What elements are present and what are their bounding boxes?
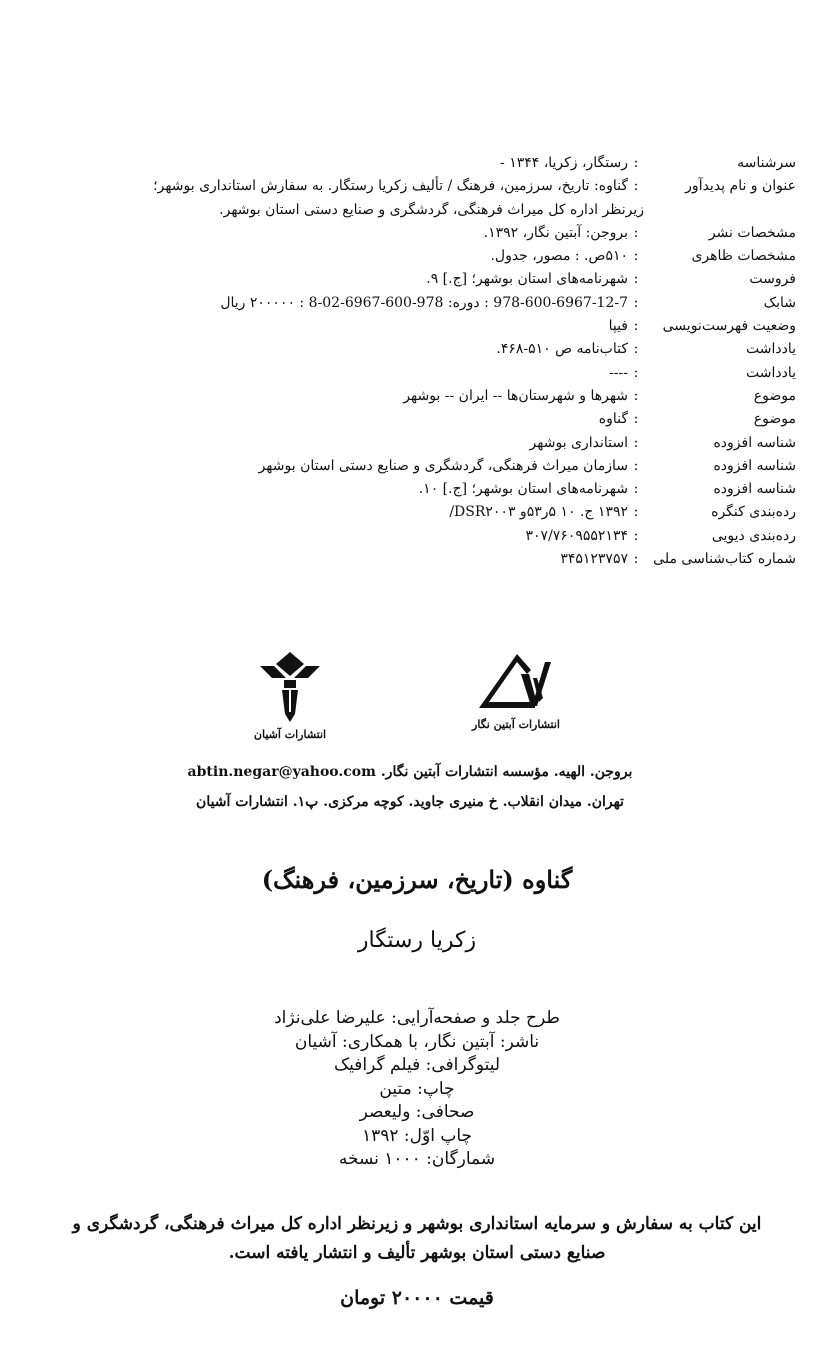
catalog-value: کتاب‌نامه ص ۵۱۰-۴۶۸. bbox=[496, 341, 628, 358]
catalog-value: گناوه: تاریخ، سرزمین، فرهنگ / تألیف زکریا رستگار. به سفارش استانداری بوشهر؛ bbox=[153, 178, 628, 195]
catalog-label: موضوع bbox=[753, 411, 796, 428]
catalog-separator: : bbox=[633, 294, 639, 311]
catalog-label: شناسه افزوده bbox=[713, 457, 796, 474]
catalog-separator: : bbox=[633, 527, 639, 544]
ashian-logo-caption: انتشارات آشیان bbox=[253, 728, 327, 741]
catalog-label: مشخصات نشر bbox=[708, 224, 796, 241]
catalog-row bbox=[150, 525, 796, 548]
sponsorship-note-line-2: صنایع دستی استان بوشهر تألیف و انتشار یافته است. bbox=[228, 1243, 606, 1263]
catalog-label: شناسه افزوده bbox=[713, 481, 796, 498]
credit-line-cover-design: طرح جلد و صفحه‌آرایی: علیرضا علی‌نژاد bbox=[274, 1008, 560, 1028]
catalog-label: سرشناسه bbox=[737, 155, 796, 171]
credit-line-lithography: لیتوگرافی: فیلم گرافیک bbox=[333, 1055, 501, 1075]
catalog-row bbox=[150, 548, 796, 571]
catalog-label: یادداشت bbox=[746, 341, 796, 358]
catalog-label: شناسه افزوده bbox=[713, 434, 796, 451]
catalog-label: شابک bbox=[763, 294, 796, 311]
credits-block bbox=[150, 1007, 684, 1172]
sponsorship-note-line-1: این کتاب به سفارش و سرمایه استانداری بوشهر و زیرنظر اداره کل میراث فرهنگی، گردشگری و bbox=[72, 1214, 762, 1234]
book-author: زکریا رستگار bbox=[357, 928, 477, 953]
ashian-emblem-icon bbox=[258, 652, 322, 722]
catalog-separator: : bbox=[633, 224, 639, 241]
catalog-label: مشخصات ظاهری bbox=[691, 248, 796, 265]
catalog-label: عنوان و نام پدیدآور bbox=[685, 178, 796, 195]
catalog-separator: : bbox=[633, 318, 639, 335]
catalog-separator: : bbox=[633, 434, 639, 451]
abtin-negar-logo-caption: انتشارات آبتین نگار bbox=[472, 718, 560, 731]
credit-line-print-run: شمارگان: ۱۰۰۰ نسخه bbox=[338, 1149, 496, 1169]
catalog-separator: : bbox=[633, 178, 639, 195]
catalog-value: گناوه bbox=[598, 411, 628, 428]
catalog-label: یادداشت bbox=[746, 364, 796, 381]
catalog-separator: : bbox=[633, 248, 639, 265]
catalog-label: فروست bbox=[749, 271, 796, 288]
catalog-row bbox=[150, 268, 796, 291]
catalog-value: استانداری بوشهر bbox=[529, 434, 628, 451]
credit-line-edition: چاپ اوّل: ۱۳۹۲ bbox=[361, 1125, 473, 1146]
catalog-value: شهرنامه‌های استان بوشهر؛ [ج.] ۹. bbox=[426, 271, 628, 288]
catalog-value: شهرنامه‌های استان بوشهر؛ [ج.] ۱۰. bbox=[418, 481, 628, 498]
sponsorship-note bbox=[50, 1210, 784, 1268]
catalog-row bbox=[150, 432, 796, 455]
catalog-separator: : bbox=[633, 364, 639, 381]
abtin-negar-emblem-icon bbox=[477, 652, 555, 712]
credit-line-printing: چاپ: متین bbox=[379, 1078, 455, 1099]
ashian-logo bbox=[238, 652, 342, 741]
catalog-value: ۳۴۵۱۲۳۷۵۷ bbox=[560, 551, 628, 568]
catalog-row bbox=[150, 408, 796, 431]
catalog-value: ۱۳۹۲ ج. ۱۰ ۵ر۵۳و DSR۲۰۰۳/ bbox=[449, 504, 628, 521]
catalog-label: رده‌بندی دیویی bbox=[711, 527, 796, 544]
catalog-label: رده‌بندی کنگره bbox=[711, 504, 796, 521]
catalog-row bbox=[150, 175, 796, 198]
catalog-block bbox=[150, 152, 796, 571]
catalog-value: ۳۰۷/۷۶۰۹۵۵۲۱۳۴ bbox=[525, 527, 628, 544]
publisher-address-1 bbox=[160, 764, 660, 780]
catalog-row bbox=[150, 292, 796, 315]
catalog-value-continuation: زیرنظر اداره کل میراث فرهنگی، گردشگری و صنایع دستی استان بوشهر. bbox=[219, 201, 644, 218]
catalog-row bbox=[150, 222, 796, 245]
catalog-separator: : bbox=[633, 155, 639, 171]
catalog-value: شهرها و شهرستان‌ها -- ایران -- بوشهر bbox=[403, 387, 628, 404]
publisher-address-text: بروجن. الهیه. مؤسسه انتشارات آبتین نگار. bbox=[380, 764, 633, 780]
abtin-negar-logo bbox=[456, 652, 576, 731]
catalog-separator: : bbox=[633, 457, 639, 474]
catalog-separator: : bbox=[633, 341, 639, 358]
book-price: قیمت ۲۰۰۰۰ تومان bbox=[340, 1287, 494, 1309]
catalog-separator: : bbox=[633, 481, 639, 498]
catalog-row bbox=[150, 385, 796, 408]
credit-line-binding: صحافی: ولیعصر bbox=[359, 1102, 475, 1122]
catalog-row bbox=[150, 245, 796, 268]
catalog-separator: : bbox=[633, 411, 639, 428]
catalog-value: ۵۱۰ص. : مصور، جدول. bbox=[490, 248, 628, 265]
publisher-address-2: تهران. میدان انقلاب. خ منیری جاوید. کوچه مرکزی. پ۱. انتشارات آشیان bbox=[196, 794, 624, 810]
credit-line-publisher: ناشر: آبتین نگار، با همکاری: آشیان bbox=[294, 1031, 540, 1052]
catalog-row bbox=[150, 338, 796, 361]
catalog-row bbox=[150, 362, 796, 385]
catalog-row bbox=[150, 315, 796, 338]
catalog-value: بروجن: آبتین نگار، ۱۳۹۲. bbox=[483, 224, 628, 241]
catalog-value: ---- bbox=[609, 364, 628, 381]
catalog-row bbox=[150, 501, 796, 524]
catalog-label: وضعیت فهرست‌نویسی bbox=[662, 318, 796, 335]
catalog-label: شماره کتاب‌شناسی ملی bbox=[653, 551, 796, 568]
catalog-value: 978-600-6967-12-7 : دوره: 978-600-6967-02-8 : ۲۰۰۰۰۰ ریال bbox=[220, 294, 628, 311]
catalog-separator: : bbox=[633, 551, 639, 568]
catalog-label: موضوع bbox=[753, 387, 796, 404]
catalog-separator: : bbox=[633, 504, 639, 521]
book-title: گناوه (تاریخ، سرزمین، فرهنگ) bbox=[261, 865, 573, 894]
catalog-separator: : bbox=[633, 271, 639, 288]
catalog-value: رستگار، زکریا، ۱۳۴۴ - bbox=[500, 155, 628, 171]
catalog-value: سازمان میراث فرهنگی، گردشگری و صنایع دستی استان بوشهر bbox=[258, 457, 628, 474]
catalog-row bbox=[150, 455, 796, 478]
catalog-row bbox=[150, 478, 796, 501]
publisher-email[interactable]: abtin.negar@yahoo.com bbox=[187, 764, 376, 780]
catalog-separator: : bbox=[633, 387, 639, 404]
catalog-value: فیپا bbox=[608, 318, 628, 335]
catalog-row bbox=[150, 152, 796, 175]
